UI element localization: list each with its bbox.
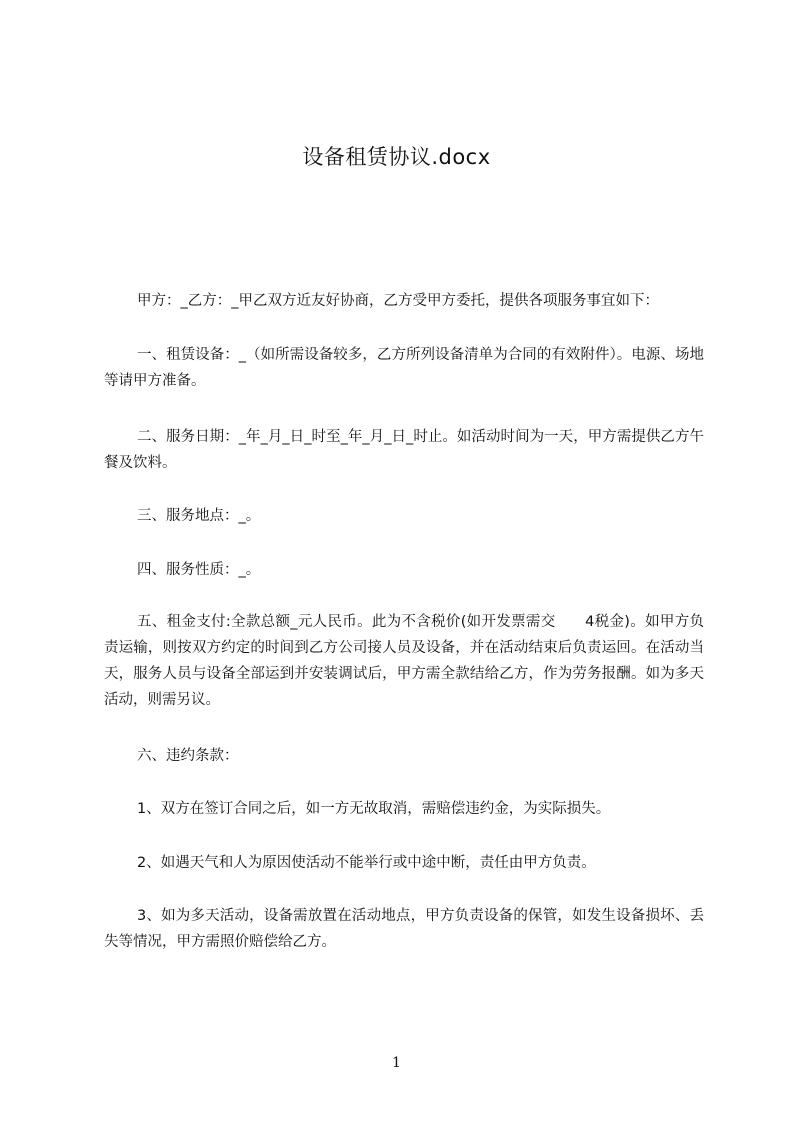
paragraph-breach-heading: 六、违约条款： [137,748,239,764]
paragraph-parties: 甲方：_乙方：_甲乙双方近友好协商，乙方受甲方委托，提供各项服务事宜如下： [137,293,659,309]
paragraph-rental-equipment: 一、租赁设备：_（如所需设备较多，乙方所列设备清单为合同的有效附件）。电源、场地等请甲方准备。 [104,347,704,389]
page-number: 1 [392,1055,401,1071]
paragraph-breach-clause-2: 2、如遇天气和人为原因使活动不能举行或中途中断，责任由甲方负责。 [137,855,596,871]
paragraph-service-nature: 四、服务性质：_。 [137,562,261,578]
paragraph-rent-payment: 五、租金支付:全款总额_元人民币。此为不含税价(如开发票需交 4税金)。如甲方负责运输，则按双方约定的时间到乙方公司接人员及设备，并在活动结束后负责运回。在活动当天，服务人员与设备全部运到并安装调试后，甲方需全款结给乙方，作为劳务报酬。如为多天活动，则需另议。 [104,614,704,708]
paragraph-breach-clause-1: 1、双方在签订合同之后，如一方无故取消，需赔偿违约金，为实际损失。 [137,801,611,817]
document-title: 设备租赁协议.docx [302,145,491,169]
paragraph-service-date: 二、服务日期：_年_月_日_时至_年_月_日_时止。如活动时间为一天，甲方需提供乙方午餐及饮料。 [104,429,704,471]
paragraph-service-location: 三、服务地点：_。 [137,508,261,524]
paragraph-breach-clause-3: 3、如为多天活动，设备需放置在活动地点，甲方负责设备的保管，如发生设备损坏、丢失等情况，甲方需照价赔偿给乙方。 [104,908,704,950]
